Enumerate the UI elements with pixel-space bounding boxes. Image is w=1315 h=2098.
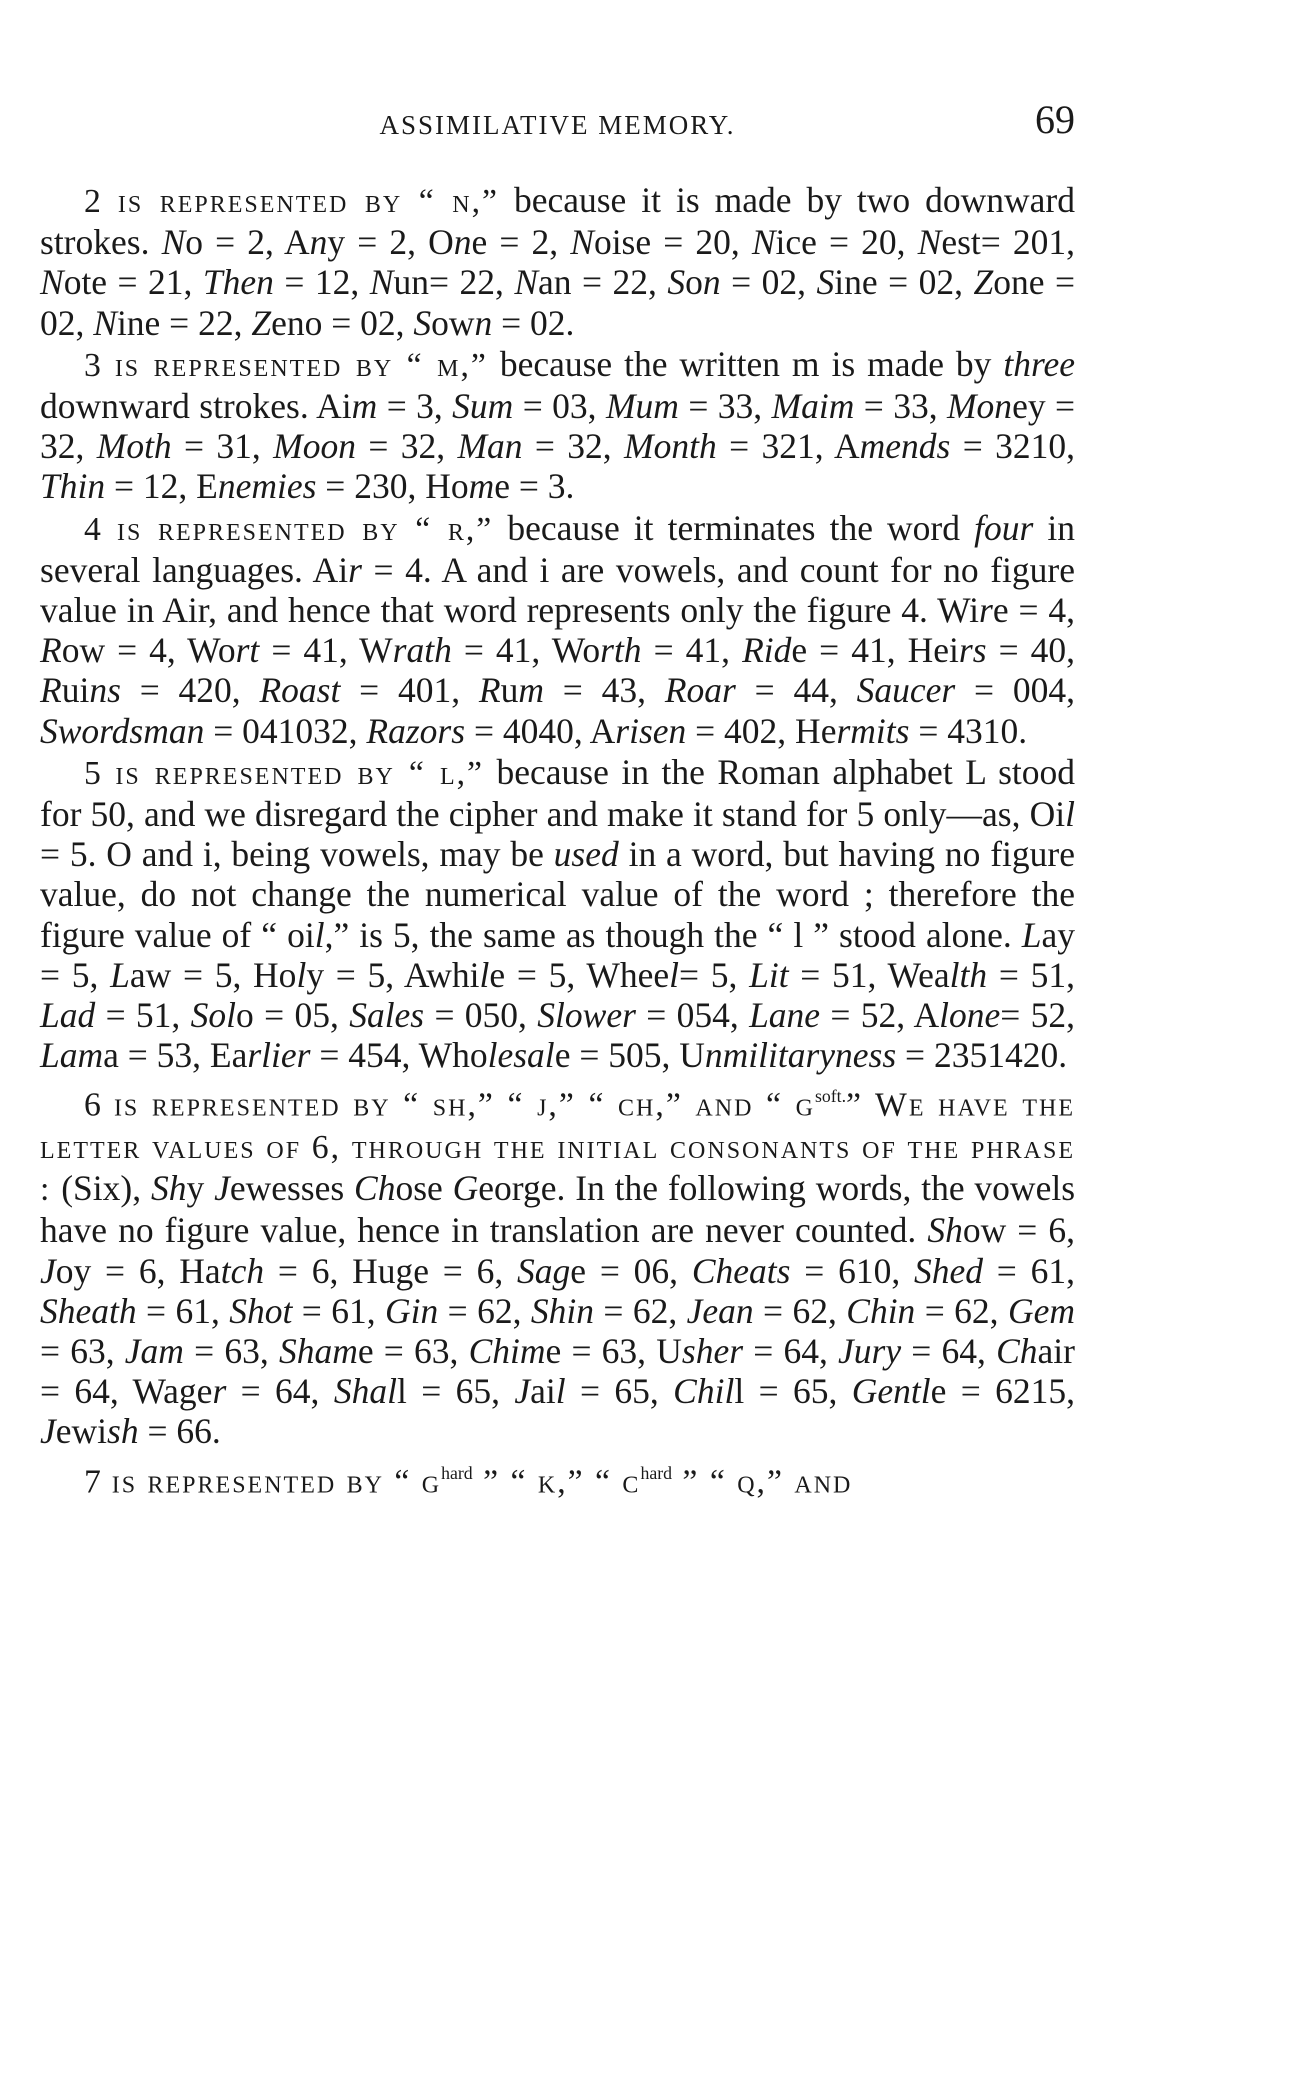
paragraph-5-lead: is represented by “ l,” (115, 754, 485, 792)
text: Rid (742, 630, 792, 671)
text: m (468, 466, 495, 507)
text: n (309, 222, 328, 263)
text: y = 5, Awhi (306, 954, 480, 995)
text: S (816, 262, 835, 303)
superscript-soft: soft. (814, 1086, 847, 1107)
text: e = 63, U (545, 1331, 682, 1371)
text: Chim (468, 1331, 546, 1371)
text: S (413, 302, 432, 343)
text: = 62, (438, 1290, 531, 1331)
text: oy = 6, Ha (55, 1250, 221, 1291)
text: r (348, 549, 362, 590)
text: lone (939, 995, 1001, 1036)
text: = 22, (428, 262, 515, 303)
text: ui (61, 670, 90, 711)
paragraph-5-number: 5 (84, 754, 103, 792)
text: Cheats (691, 1250, 791, 1291)
text: = 004, (955, 670, 1076, 711)
text: rlier (247, 1035, 311, 1076)
paragraph-7-number: 7 (84, 1462, 103, 1500)
text: Shed (914, 1250, 984, 1291)
text: en (652, 710, 687, 751)
paragraph-7 (40, 1453, 1075, 1503)
text: mends (859, 426, 951, 467)
text: eno = 02, (271, 302, 414, 343)
text: an = 22, (538, 262, 668, 303)
text: = 054, (635, 995, 750, 1036)
text: N (93, 302, 117, 343)
text: Jean (686, 1290, 754, 1331)
text: ine = 02, (834, 262, 974, 303)
text: l = 65, (396, 1371, 515, 1412)
text: ewesses (229, 1168, 355, 1209)
text: = 63, (40, 1331, 125, 1371)
paragraph-3 (40, 344, 1075, 507)
text: Gentl (851, 1371, 931, 1412)
text: = 51, (95, 995, 191, 1036)
text: e = 6215, (930, 1371, 1076, 1412)
text: Sag (517, 1250, 571, 1291)
text: Razors (366, 710, 466, 751)
text: e = 5, Whee (489, 954, 670, 995)
text: Swordsman (40, 710, 205, 751)
text: ai (530, 1371, 556, 1412)
text: l (479, 954, 490, 995)
text: ay = 5, (40, 914, 1075, 995)
text: lth (949, 954, 988, 995)
text: Sales (349, 995, 425, 1036)
text: = 33, (678, 386, 772, 427)
text: e = 41, Hei (791, 630, 959, 671)
text: = 61, (292, 1290, 385, 1331)
text: rmits (836, 710, 910, 751)
text: = 12, E (105, 466, 218, 507)
text: n (702, 262, 721, 303)
text: (Six), (51, 1168, 151, 1209)
text: aw = 5, Ho (129, 954, 297, 995)
text: o = 2, A (185, 222, 310, 263)
paragraph-3-number: 3 (84, 346, 103, 384)
text: = 64, (743, 1331, 839, 1371)
text: R (40, 670, 62, 711)
text: = 610, (790, 1250, 914, 1291)
text: = 4. A and i are vowels, and count for no figure value in Air, and hence that word represents only the figure 4. Wi (40, 549, 1075, 631)
text: l = 65, (734, 1371, 852, 1412)
text: Slower (537, 995, 636, 1036)
text: a = 53, Ea (103, 1035, 248, 1076)
text: l (296, 954, 307, 995)
text: Sheath (40, 1290, 137, 1331)
text: Moon (273, 426, 356, 467)
text: Roar (664, 670, 736, 711)
text: ,” is 5, the same as though the “ l ” stood alone. (324, 914, 1022, 955)
text: ns (89, 670, 121, 711)
text: = 041032, (204, 710, 367, 751)
text: = 63, (183, 1331, 279, 1371)
text: = 40, (986, 630, 1075, 671)
text: Ch (354, 1168, 396, 1209)
text: e = 2, (471, 222, 571, 263)
text: Jury (838, 1331, 902, 1371)
text: Chil (673, 1371, 735, 1412)
text: because in the Roman alphabet L stood for 50, and we disregard the cipher and make it stand for 5 only—as, Oi (40, 751, 1075, 835)
text: Sh (927, 1210, 963, 1251)
text: = 51, (987, 954, 1075, 995)
text: est (941, 222, 981, 263)
text: sher (681, 1331, 744, 1371)
text: = 420, (120, 670, 260, 711)
text: Roast (259, 670, 341, 711)
text: = 6, Huge = 6, (264, 1250, 518, 1291)
text: downward strokes. Ai (40, 386, 352, 427)
text: ow (431, 302, 475, 343)
text: sh (107, 1411, 139, 1452)
text: e = 06, (570, 1250, 692, 1291)
text: rath (392, 630, 452, 671)
text: = 2351420. (896, 1035, 1068, 1076)
paragraph-6-number: 6 (84, 1086, 103, 1124)
text: = 3, (377, 386, 453, 427)
text: = 32, (356, 426, 458, 467)
text: Sum (452, 386, 514, 427)
text: = 52, A (820, 995, 940, 1036)
text: = 43, (544, 670, 665, 711)
text: Chin (846, 1290, 916, 1331)
text: ey = 32, (40, 386, 1075, 467)
text: N (161, 222, 186, 263)
running-head: ASSIMILATIVE MEMORY. (379, 110, 736, 140)
text: Mon (946, 386, 1013, 427)
text: y (186, 1168, 215, 1209)
text: Moth (96, 426, 172, 467)
superscript-hard: hard (640, 1462, 672, 1483)
text: Sham (278, 1331, 358, 1371)
text: = 51, Wea (788, 954, 950, 995)
text: n (474, 302, 493, 343)
text: = 64, (226, 1371, 334, 1412)
text: Mum (605, 386, 679, 427)
text: e = 505, U (554, 1035, 705, 1076)
paragraph-2-number: 2 (84, 183, 103, 220)
text: oise = 20, (593, 222, 752, 263)
text: N (514, 262, 539, 303)
paragraph-5 (40, 752, 1075, 1076)
text: Z (251, 302, 272, 343)
text: = 454, Who (310, 1035, 488, 1076)
text: = 62, (915, 1290, 1008, 1331)
text: = 66. (138, 1411, 221, 1452)
text: J (514, 1371, 531, 1412)
text: Shot (229, 1290, 293, 1331)
text: N (369, 262, 394, 303)
text: = 52, (1000, 995, 1075, 1036)
text: Z (973, 262, 994, 303)
text: = 31, (171, 426, 274, 467)
text: N (570, 222, 594, 263)
text: un (393, 262, 429, 303)
text: S (667, 262, 686, 303)
text: l (314, 914, 325, 955)
text: = 41, W (259, 630, 393, 671)
page-header (40, 92, 1075, 152)
text: = 5, (679, 954, 750, 995)
text: = 32, (522, 426, 625, 467)
text: in a word, but having no figure value, do not change the numerical value of the word ; therefore the figure value of “ oi (40, 834, 1075, 955)
text: because it terminates the word (493, 507, 975, 548)
text: n (453, 222, 472, 263)
text: m (518, 670, 544, 711)
text: = 33, (854, 386, 947, 427)
text: Lam (40, 1035, 104, 1076)
text: l (669, 954, 679, 995)
paragraph-4-number: 4 (84, 510, 103, 548)
text: Shin (530, 1290, 594, 1331)
text: = 402, He (686, 710, 837, 751)
text: u (500, 670, 519, 711)
text: Ch (996, 1331, 1038, 1371)
text: air = 64, Wage (40, 1331, 1075, 1412)
text: eorge. In the following words, the vowels have no figure value, hence in translation are never counted. (40, 1168, 1076, 1251)
text: = 201, (980, 222, 1076, 263)
text: rt (235, 630, 260, 671)
text: = 4040, A (465, 710, 616, 751)
text: l (1065, 794, 1075, 835)
text: = 62, (594, 1290, 687, 1331)
paragraph-6-lead: is represented by “ sh,” “ j,” “ ch,” and “ g (113, 1086, 815, 1124)
text: = 02. (492, 302, 575, 343)
text: G (452, 1168, 479, 1209)
text: three (1003, 343, 1076, 384)
text: = 321, A (716, 426, 860, 467)
text: = 41, Wo (451, 630, 601, 671)
text: Lad (40, 995, 96, 1036)
text: r (979, 590, 993, 631)
text: o (685, 262, 703, 303)
text: ose (395, 1168, 453, 1209)
text: nemies (217, 466, 317, 507)
text: Sh (150, 1168, 187, 1209)
text: e = 3. (494, 466, 575, 507)
text: J (214, 1168, 230, 1209)
text: lesal (487, 1035, 555, 1076)
text: Jam (124, 1331, 184, 1371)
paragraph-3-lead: is represented by “ m,” (114, 346, 488, 384)
text: ow = 4, Wo (61, 630, 236, 671)
text: e = 63, (357, 1331, 469, 1371)
text: Shal (333, 1371, 397, 1412)
text: r (212, 1371, 227, 1412)
text: tch (220, 1250, 265, 1291)
text: N (40, 262, 64, 303)
text: R (478, 670, 501, 711)
text: in several languages. Ai (40, 507, 1075, 590)
paragraph-7-lead-end: ” “ q,” and (672, 1462, 853, 1500)
text: o = 05, (236, 995, 350, 1036)
text: = 44, (735, 670, 857, 711)
text: = 4310. (909, 710, 1028, 751)
text: = 41, (641, 630, 743, 671)
paragraph-6 (40, 1076, 1075, 1451)
text: = 3210, (950, 426, 1075, 467)
text: = 050, (424, 995, 538, 1036)
paragraph-2 (40, 180, 1075, 343)
text: m (351, 386, 378, 427)
text: L (110, 954, 130, 995)
text: e = 4, (992, 590, 1075, 631)
text: ice = 20, (775, 222, 918, 263)
text: = 62, (753, 1290, 847, 1331)
text: J (40, 1250, 56, 1291)
body-text (40, 180, 1075, 1503)
text: used (553, 834, 619, 875)
text: = 02, (720, 262, 817, 303)
text: ote = 21, (63, 262, 203, 303)
text: Lit (749, 954, 789, 995)
text: = 61, (136, 1290, 230, 1331)
text: because it is made by two downward strokes. (40, 180, 1075, 263)
text: four (974, 507, 1034, 548)
text: one = 02, (40, 262, 1076, 343)
paragraph-7-lead: is represented by “ g (111, 1462, 442, 1500)
superscript-hard: hard (441, 1462, 473, 1483)
text: = 12, (273, 262, 370, 303)
text: Thin (40, 466, 106, 507)
text: Saucer (856, 670, 956, 711)
text: Maim (771, 386, 855, 427)
text: nmilitaryness (704, 1035, 897, 1076)
text: = 64, (901, 1331, 997, 1371)
text: R (40, 630, 62, 671)
paragraph-7-lead-cont: ” “ k,” “ c (472, 1462, 641, 1500)
page-number: 69 (1035, 97, 1075, 142)
text: ris (615, 710, 653, 751)
paragraph-4-lead: is represented by “ r,” (116, 510, 494, 548)
text: rs (958, 630, 987, 671)
text: ewi (55, 1411, 108, 1452)
text: = 03, (513, 386, 606, 427)
paragraph-2-lead: is represented by “ n,” (117, 183, 499, 220)
text: N (917, 222, 942, 263)
text: J (40, 1411, 56, 1452)
text: = 230, Ho (316, 466, 469, 507)
text: = 401, (340, 670, 479, 711)
text: Gem (1007, 1290, 1075, 1331)
text: Lane (749, 995, 821, 1036)
text: ine = 22, (116, 302, 252, 343)
paragraph-4 (40, 508, 1075, 751)
text: N (751, 222, 776, 263)
text: = 65, (565, 1371, 674, 1412)
text: L (1021, 914, 1042, 955)
text: because the written m is made by (487, 343, 1004, 384)
text: Gin (385, 1290, 439, 1331)
text: Then (202, 262, 274, 303)
text: Month (624, 426, 717, 467)
text: l (555, 1371, 566, 1412)
text: Man (457, 426, 523, 467)
text: Sol (190, 995, 237, 1036)
text: = 61, (983, 1250, 1076, 1291)
text: ow = 6, (962, 1210, 1075, 1251)
paragraph-6-lead-cont: ” We have the letter values of 6, through the initial consonants of the phrase : (40, 1086, 1075, 1209)
text: = 5. O and i, being vowels, may be (40, 834, 554, 875)
text: rth (600, 630, 642, 671)
text: y = 2, O (327, 222, 454, 263)
